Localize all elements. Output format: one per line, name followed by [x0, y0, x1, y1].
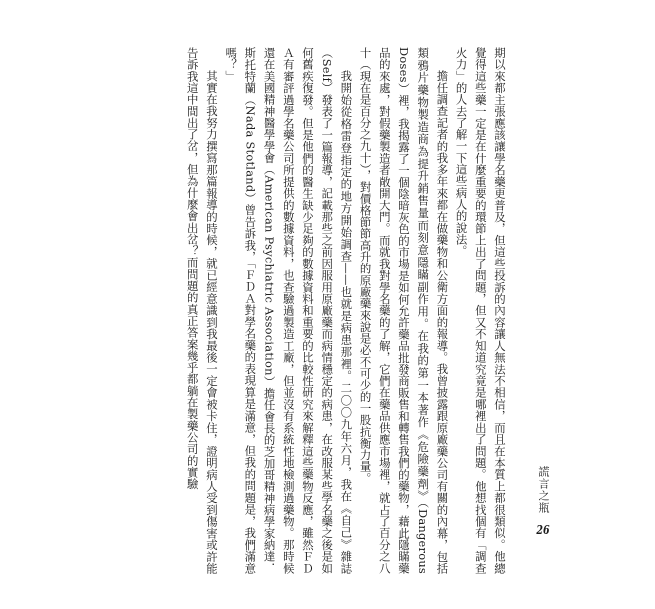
page-footer	[534, 466, 553, 536]
paragraph-2: 擔任調查記者的我多年來都在做藥物和公衛方面的報導。我曾披露跟原廠藥公司有關的內幕，包括類鴉片藥物製造商為提升銷售量而刻意隱瞞副作用。在我的第一本著作《危險藥劑》（Dangerous Doses）裡，我揭露了一個陰暗灰色的市場是如何允許藥品批發商販售和轉售我們的藥物，藉此隱瞞藥品的來處，對假藥製造者敞開大門。而就我對學名藥的了解，它們在藥品供應市場裡，就占了百分之八十（現在是百分之九十），對價格節節高升的原廠藥來說是必不可少的一股抗衡力量。	[358, 47, 450, 574]
paragraph-4: 其實在我努力撰寫那篇報導的時候，就已經意識到我最後一定會被卡住，證明病人受到傷害或許能告訴我這中間出了岔，但為什麼會出岔？而問題的真正答案幾乎都躺在製藥公司的實驗	[185, 47, 219, 574]
body-text	[183, 47, 509, 574]
running-head: 謊言之瓶	[537, 466, 550, 514]
page-number: 26	[536, 524, 550, 536]
paragraph-3: 我開始從格雷登指定的地方開始調查——也就是病患那裡。二〇〇九年六月，我在《自己》雜誌（Self）發表了一篇報導，記載那些之前因服用原廠藥而病情穩定的病患，在改服某些學名藥之後是如何舊疾復發。但是他們的醫生缺少足夠的數據資料和重要的比較性研究來解釋這些藥物反應，雖然ＦＤＡ有審評過學名藥公司所提供的數據資料，也查驗過製造工廠，但並沒有系統性地檢測過藥物。那時候還在美國精神醫學學會（American Psychiatric Association）擔任會長的芝加哥精神病學家納達．斯托特蘭（Nada Stotland）曾告訴我，「ＦＤＡ對學名藥的表現算是滿意，但我的問題是，我們滿意嗎？」	[224, 47, 354, 574]
paragraph-1: 期以來都主張應該讓學名藥更普及，但這些投訴的內容讓人無法不相信，而且在本質上都很類似。他總覺得這些藥一定是在什麼重要的環節上出了問題，但又不知道究竟是哪裡出了問題。他想找個有「調查火力」的人去了解一下這些病人的說法。	[454, 47, 507, 574]
